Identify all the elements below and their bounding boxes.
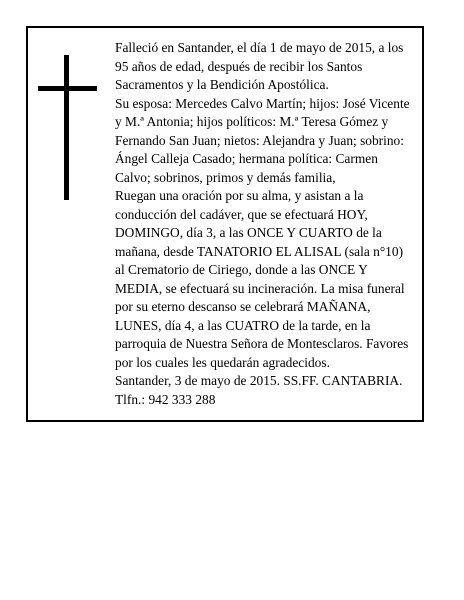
cross-vertical-bar (64, 55, 69, 200)
obituary-text: Falleció en Santander, el día 1 de mayo de 2015, a los 95 años de edad, después de recibir los Santos Sacramentos y la Bendición Apostólica. Su esposa: Mercedes Calvo Martín; hijos: José Vicente y M.ª Antonia; hijos políticos: M.ª Teresa Gómez y Fernando San Juan; nietos: Alejandra y Juan; sobrino: Ángel Calleja Casado; hermana política: Carmen Calvo; sobrinos, primos y demás familia, Ruegan una oración por su alma, y asistan a la conducción del cadáver, que se efectuará HOY, DOMINGO, día 3, a las ONCE Y CUARTO de la mañana, desde TANATORIO EL ALISAL (sala n°10) al Crematorio de Ciriego, donde a las ONCE Y MEDIA, se efectuará su incineración. La misa funeral por su eterno descanso se celebrará MAÑANA, LUNES, día 4, a las CUATRO de la tarde, en la parroquia de Nuestra Señora de Montesclaros. Favores por los cuales les quedarán agradecidos. Santander, 3 de mayo de 2015. SS.FF. CANTABRIA. Tlfn.: 942 333 288 (115, 40, 410, 407)
cross-icon (38, 55, 98, 200)
obituary-notice (26, 26, 424, 422)
cross-horizontal-bar (38, 86, 97, 91)
